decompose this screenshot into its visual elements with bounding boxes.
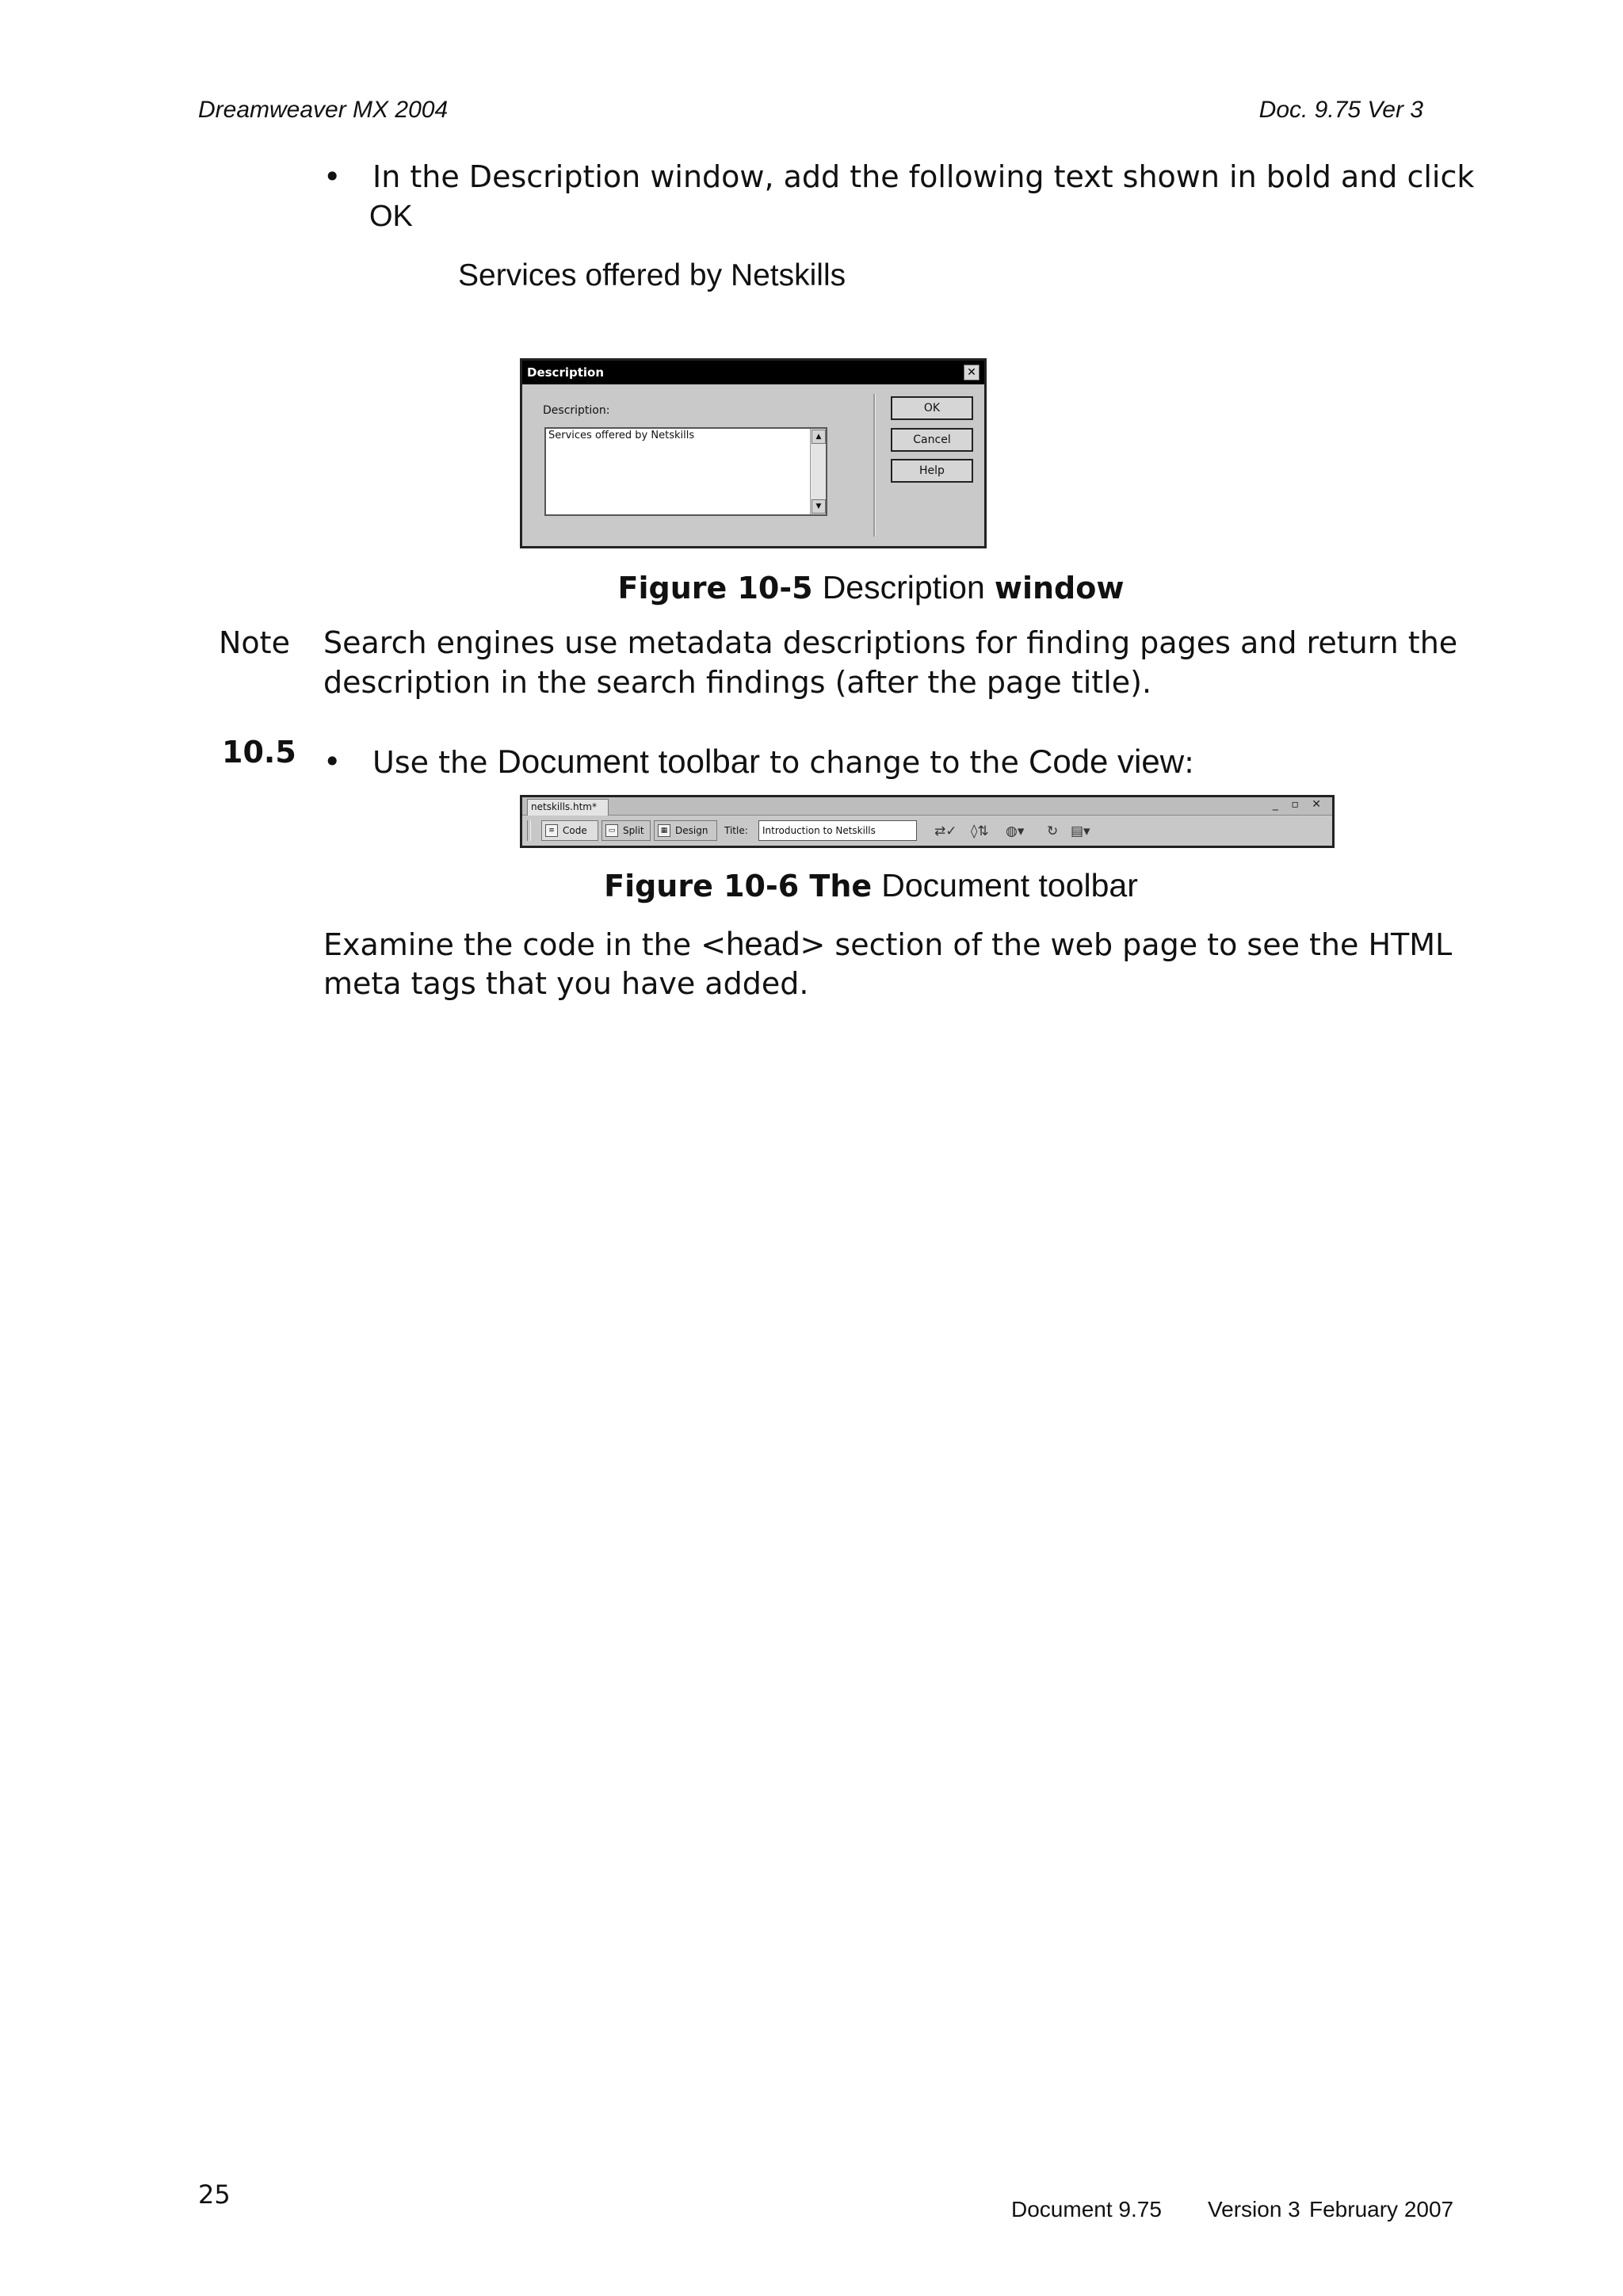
section-t2: Document toolbar	[497, 743, 761, 780]
design-icon: ▦	[658, 824, 670, 837]
close-icon[interactable]: ✕	[964, 365, 980, 380]
divider	[873, 394, 876, 537]
scrollbar[interactable]	[810, 429, 826, 514]
header-left: Dreamweaver MX 2004	[198, 97, 449, 123]
page-number: 25	[198, 2179, 231, 2210]
section-text	[372, 742, 1194, 782]
refresh-icon[interactable]: ↻	[1047, 823, 1059, 839]
scroll-down-icon[interactable]: ▼	[812, 499, 826, 514]
examine-t2: head	[726, 925, 800, 962]
examine-line2: meta tags that you have added.	[323, 966, 809, 1001]
description-dialog	[520, 358, 987, 548]
grip	[527, 820, 531, 841]
note-line1: Search engines use metadata descriptions for finding pages and return the	[323, 625, 1458, 660]
title-input[interactable]: Introduction to Netskills	[758, 820, 917, 841]
split-button[interactable]	[601, 820, 651, 841]
note-label: Note	[219, 625, 290, 660]
section-number: 10.5	[222, 735, 296, 770]
figure6-caption	[0, 867, 1623, 904]
caption-end: window	[994, 571, 1125, 606]
caption-bold: Figure 10-5	[617, 571, 813, 606]
dialog-title: Description	[522, 361, 984, 384]
description-value: Services offered by Netskills	[548, 430, 695, 441]
caption-sans: Description	[822, 569, 985, 606]
preview-icon[interactable]: ◍▾	[1006, 823, 1025, 839]
tab-row	[522, 797, 1332, 816]
step1-entry: Services offered by Netskills	[458, 258, 846, 292]
caption-sans: Document toolbar	[881, 867, 1138, 904]
description-label: Description:	[543, 404, 610, 417]
window-controls[interactable]: _ ▫ ✕	[1272, 798, 1326, 811]
figure5-caption	[0, 569, 1623, 606]
document-tab[interactable]: netskills.htm*	[527, 799, 609, 816]
section-t3: to change to the	[769, 745, 1019, 780]
step1-text: In the Description window, add the following text shown in bold and click	[372, 159, 1475, 194]
code-icon: ≡	[545, 824, 558, 837]
scroll-up-icon[interactable]: ▲	[812, 430, 826, 444]
document-toolbar	[520, 795, 1335, 848]
section-t4: Code view	[1028, 743, 1185, 780]
step1-ok: OK	[369, 200, 413, 233]
design-button[interactable]	[654, 820, 717, 841]
examine-t1: Examine the code in the <	[323, 927, 727, 962]
toolbar-row	[522, 816, 1332, 846]
section-t1: Use the	[372, 745, 488, 780]
footer-date: February 2007	[1309, 2197, 1454, 2222]
section-t5: :	[1184, 745, 1194, 780]
caption-bold: Figure 10-6 The	[604, 869, 873, 904]
note-line2: description in the search findings (after the page title).	[323, 665, 1152, 700]
title-label: Title:	[724, 825, 748, 836]
examine-t3: > section of the web page to see the HTML	[800, 927, 1453, 962]
footer-doc: Document 9.75	[1011, 2197, 1162, 2222]
split-icon: ▭	[605, 824, 618, 837]
bullet: •	[323, 159, 342, 194]
code-label: Code	[563, 825, 587, 836]
footer-version: Version 3	[1208, 2197, 1300, 2222]
cancel-button[interactable]: Cancel	[891, 428, 973, 452]
validate-icon[interactable]: ⇄✓	[934, 823, 957, 839]
code-button[interactable]	[541, 820, 598, 841]
bullet: •	[323, 744, 342, 779]
view-options-icon[interactable]: ▤▾	[1071, 823, 1090, 839]
debug-icon[interactable]: ◊⇅	[971, 823, 989, 839]
help-button[interactable]: Help	[891, 459, 973, 483]
description-textarea[interactable]	[544, 427, 827, 516]
ok-button[interactable]: OK	[891, 396, 973, 420]
split-label: Split	[623, 825, 644, 836]
examine-line1	[323, 924, 1452, 965]
design-label: Design	[675, 825, 708, 836]
header-right: Doc. 9.75 Ver 3	[1258, 97, 1423, 123]
